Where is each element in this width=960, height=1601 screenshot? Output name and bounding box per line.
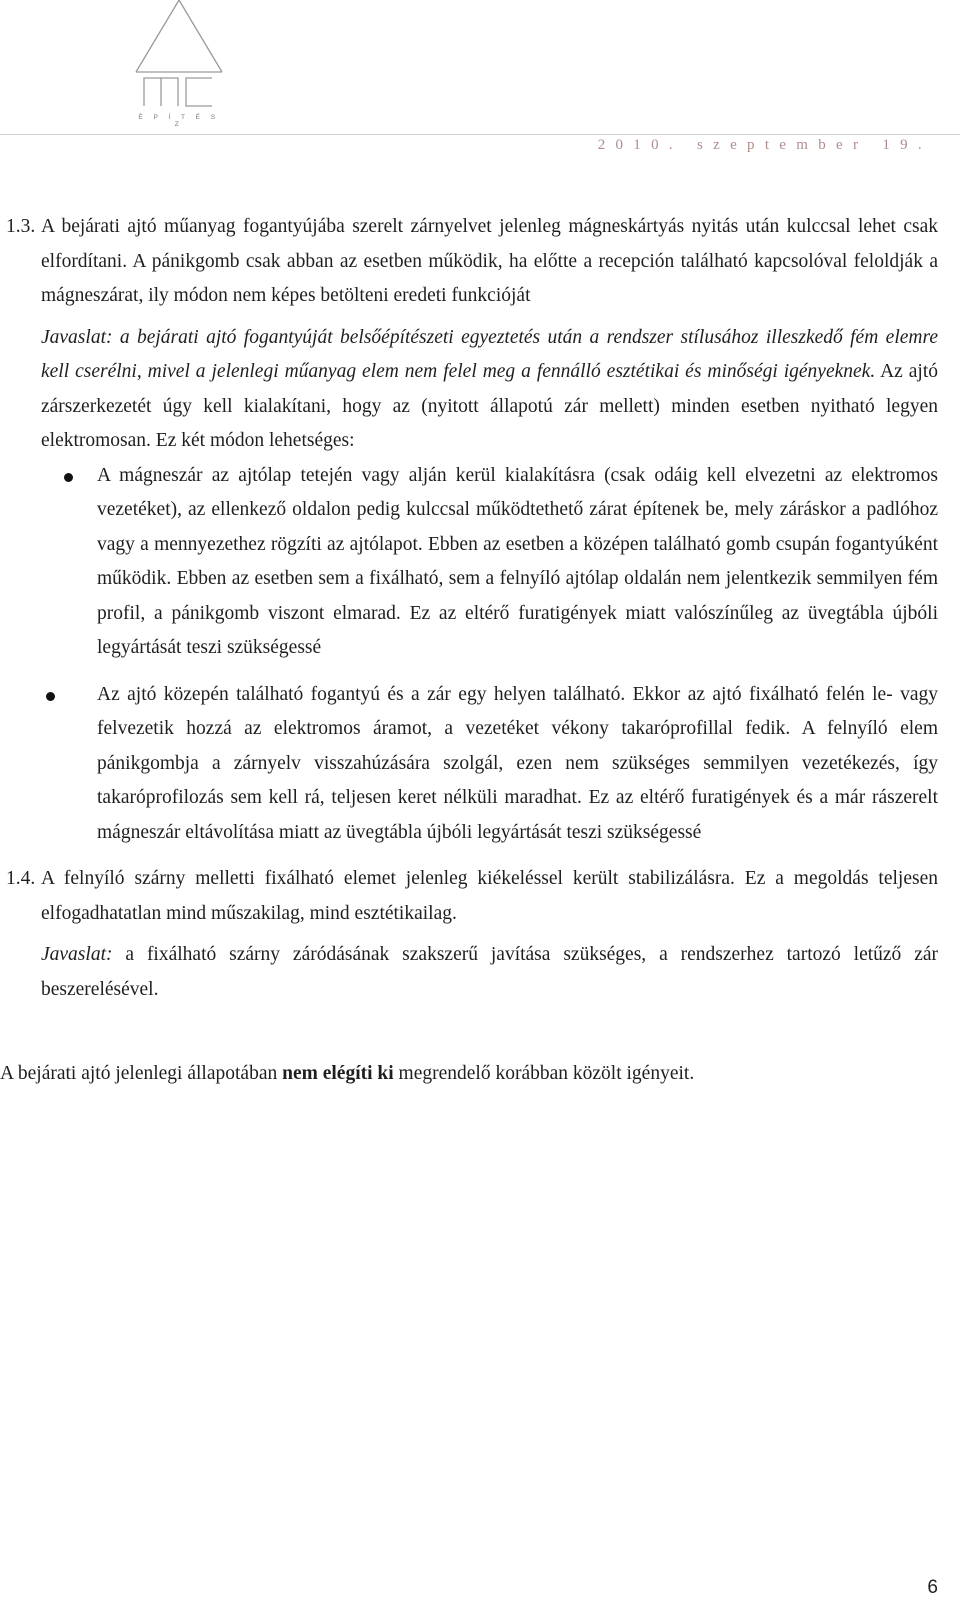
list-item <box>41 459 938 666</box>
architect-logo <box>134 0 224 128</box>
page-number: 6 <box>927 1577 938 1598</box>
proposal-rest: Az ajtó zárszerkezetét úgy kell kialakítani, hogy az (nyitott állapotú zár mellett) minden esetben nyitható legyen elektromosan. Ez két módon lehetséges: <box>41 361 938 451</box>
section-number: 1.4. <box>6 868 36 889</box>
proposal-paragraph <box>41 938 938 1007</box>
header-rule <box>0 134 960 135</box>
section-1-4 <box>6 862 938 1007</box>
section-number: 1.3. <box>6 216 36 237</box>
proposal-italic: a bejárati ajtó fogantyúját belsőépítészeti egyeztetés után a rendszer stílusához illeszkedő fém elemre kell cserélni, mivel a jelenlegi műanyag elem nem felel meg a fennálló esztétikai és minőségi igényeknek. <box>41 326 938 382</box>
options-list <box>41 459 938 851</box>
proposal-text: a fixálható szárny záródásának szakszerű javítása szükséges, a rendszerhez tartozó letűző zár beszerelésével. <box>41 944 939 1000</box>
bullet-icon <box>64 473 73 482</box>
section-text: A bejárati ajtó műanyag fogantyújába szerelt zárnyelvet jelenleg mágneskártyás nyitás után kulccsal lehet csak elfordítani. A pánikgomb csak abban az esetben működik, ha előtte a recepción található kapcsolóval feloldják a mágneszárat, ily módon nem képes betölteni eredeti funkcióját <box>41 216 938 306</box>
header-date: 2010. szeptember 19. <box>597 137 932 153</box>
conclusion <box>0 1057 938 1092</box>
proposal-label: Javaslat: <box>41 944 113 965</box>
logo-subtext: É P Í T É S Z <box>138 114 220 128</box>
house-logo-icon <box>134 0 224 112</box>
proposal-label: Javaslat: <box>41 326 113 348</box>
conclusion-after: megrendelő korábban közölt igényeit. <box>398 1063 695 1084</box>
conclusion-before: A bejárati ajtó jelenlegi állapotában <box>0 1063 278 1084</box>
bullet-text: Az ajtó közepén található fogantyú és a zár egy helyen található. Ekkor az ajtó fixálható felén le- vagy felvezetik hozzá az elektromos áramot, a vezetéket vékony takaróprofillal fedik. A felnyíló elem pánikgombja a zárnyelv visszahúzására szolgál, ezen nem szükséges semmilyen vezetékezés, így takaróprofilozás sem kell rá, teljesen keret nélküli maradhat. Ez az eltérő furatigények és a már rászerelt mágneszár eltávolítása miatt az üvegtábla újbóli legyártását teszi szükségessé <box>97 683 938 843</box>
list-item <box>41 678 938 851</box>
bullet-text: A mágneszár az ajtólap tetején vagy alján kerül kialakításra (csak odáig kell elvezetni az elektromos vezetéket), az ellenkező oldalon pedig kulccsal működtethető zárat építenek be, mely záráskor a padlóhoz vagy a mennyezethez rögzíti az ajtólapot. Ebben az esetben a középen található gomb csupán fogantyúként működik. Ebben az esetben sem a fixálható, sem a felnyíló ajtólap oldalán nem jelentkezik semmilyen fém profil, a pánikgomb viszont elmarad. Ez az eltérő furatigények miatt valószínűleg az üvegtábla újbóli legyártását teszi szükségessé <box>97 464 938 658</box>
section-1-3 <box>6 210 938 850</box>
proposal-paragraph <box>41 321 938 459</box>
conclusion-bold: nem elégíti ki <box>282 1063 394 1084</box>
document-body <box>0 210 939 1092</box>
section-text: A felnyíló szárny melletti fixálható elemet jelenleg kiékeléssel került stabilizálásra. Ez a megoldás teljesen elfogadhatatlan mind műszakilag, mind esztétikailag. <box>41 868 938 924</box>
bullet-icon <box>46 692 55 701</box>
